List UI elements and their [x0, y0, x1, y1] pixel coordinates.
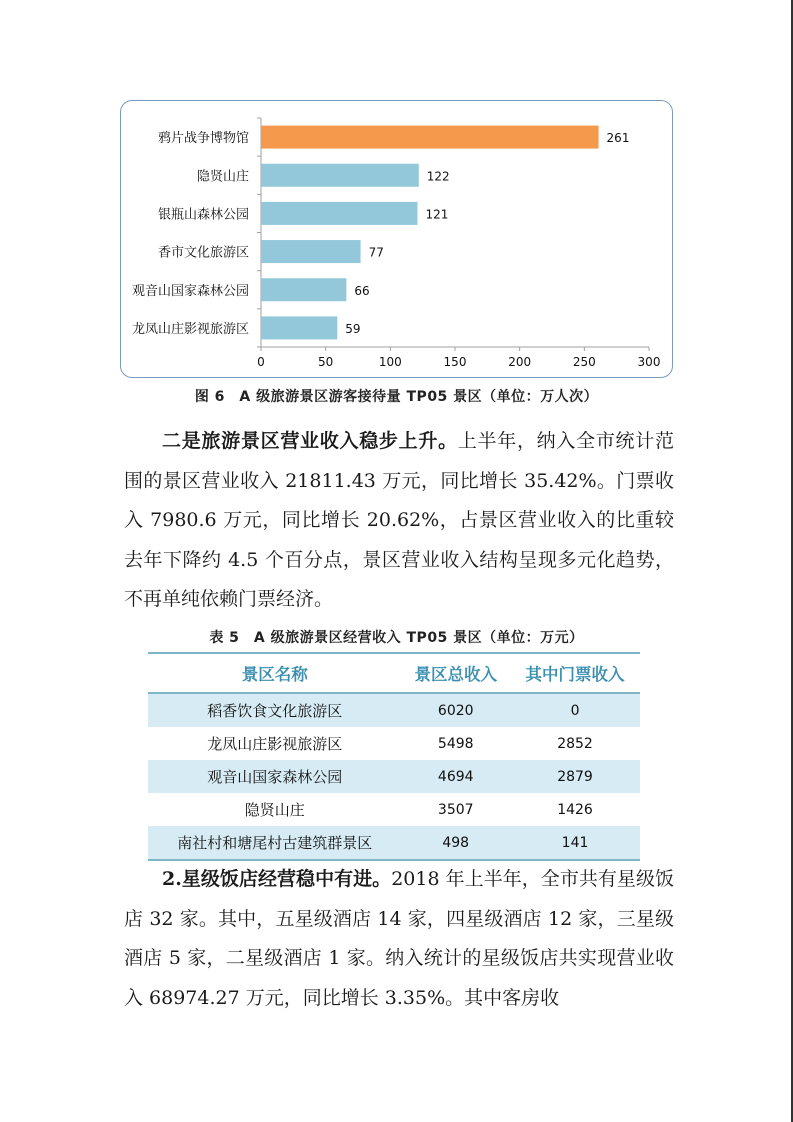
cell-total-revenue: 498: [401, 826, 510, 860]
figure-caption: 图 6 A 级旅游景区游客接待量 TP05 景区（单位：万人次）: [194, 389, 599, 405]
x-tick-label: 300: [637, 355, 661, 369]
cell-scenic-name: 南社村和塘尾村古建筑群景区: [148, 826, 401, 860]
table-row: [148, 793, 640, 826]
cell-scenic-name: 隐贤山庄: [244, 801, 305, 819]
bar: [261, 202, 417, 225]
category-label: 龙凤山庄影视旅游区: [131, 321, 249, 337]
x-tick-label: 150: [443, 355, 467, 369]
cell-total-revenue: 4694: [401, 760, 510, 793]
x-tick-label: 0: [257, 355, 265, 369]
category-label: 观音山国家森林公园: [131, 283, 249, 299]
category-label: 隐贤山庄: [196, 169, 249, 185]
category-label: 鸦片战争博物馆: [157, 131, 249, 147]
table-caption: 表 5 A 级旅游景区经营收入 TP05 景区（单位：万元）: [209, 630, 584, 646]
data-label: 261: [606, 131, 630, 146]
header-total-revenue: 景区总收入: [401, 653, 510, 693]
paragraph-lead: 二是旅游景区营业收入稳步上升。: [162, 430, 458, 452]
table-header-row: [148, 653, 640, 693]
data-label: 122: [426, 169, 450, 184]
data-label: 121: [425, 207, 449, 222]
paragraph-lead: 2.星级饭店经营稳中有进。: [162, 868, 392, 890]
x-tick-label: 200: [508, 355, 532, 369]
table-row: [148, 826, 640, 860]
cell-scenic-name: 观音山国家森林公园: [148, 760, 401, 793]
cell-total-revenue: 3507: [437, 801, 474, 818]
paragraph-body: 上半年，纳入全市统计范围的景区营业收入 21811.43 万元，同比增长 35.42%。门票收入 7980.6 万元，同比增长 20.62%，占景区营业收入的比重较去年下降约 4.5 个百分点，景区营业收入结构呈现多元化趋势，不再单纯依赖门票经济。: [124, 430, 674, 610]
data-label: 59: [345, 321, 361, 336]
data-label: 77: [368, 245, 384, 260]
bar: [261, 164, 419, 187]
paragraph-hotel-operations: [124, 860, 674, 1018]
chart-frame: [120, 100, 673, 378]
header-ticket-revenue: 其中门票收入: [510, 653, 640, 693]
cell-scenic-name: 龙凤山庄影视旅游区: [207, 735, 343, 753]
table-row: [148, 727, 640, 760]
bar-chart: [121, 101, 674, 379]
x-tick-label: 250: [572, 355, 596, 369]
header-scenic-name: 景区名称: [148, 653, 401, 693]
category-label: 香市文化旅游区: [157, 245, 249, 261]
bar: [261, 240, 361, 263]
data-label: 66: [354, 283, 370, 298]
table-row: [148, 760, 640, 793]
paragraph-body: 2018 年上半年，全市共有星级饭店 32 家。其中，五星级酒店 14 家，四星级酒店 12 家，三星级酒店 5 家，二星级酒店 1 家。纳入统计的星级饭店共实现营业收入 68974.27 万元，同比增长 3.35%。其中客房收: [124, 868, 674, 1009]
table-row: [148, 693, 640, 727]
bar: [261, 278, 346, 301]
bar: [261, 316, 337, 339]
cell-ticket-revenue: 1426: [557, 801, 593, 818]
cell-total-revenue: 6020: [401, 693, 510, 727]
x-tick-label: 50: [318, 355, 334, 369]
bar: [261, 126, 599, 149]
cell-scenic-name: 稻香饮食文化旅游区: [148, 693, 401, 727]
cell-ticket-revenue: 141: [510, 826, 640, 860]
paragraph-scenic-revenue: [124, 422, 674, 620]
cell-ticket-revenue: 2852: [557, 735, 593, 752]
cell-ticket-revenue: 2879: [510, 760, 640, 793]
x-tick-label: 100: [378, 355, 402, 369]
cell-ticket-revenue: 0: [510, 693, 640, 727]
category-label: 银瓶山森林公园: [157, 207, 249, 223]
revenue-table: [148, 652, 640, 861]
cell-total-revenue: 5498: [437, 735, 474, 752]
